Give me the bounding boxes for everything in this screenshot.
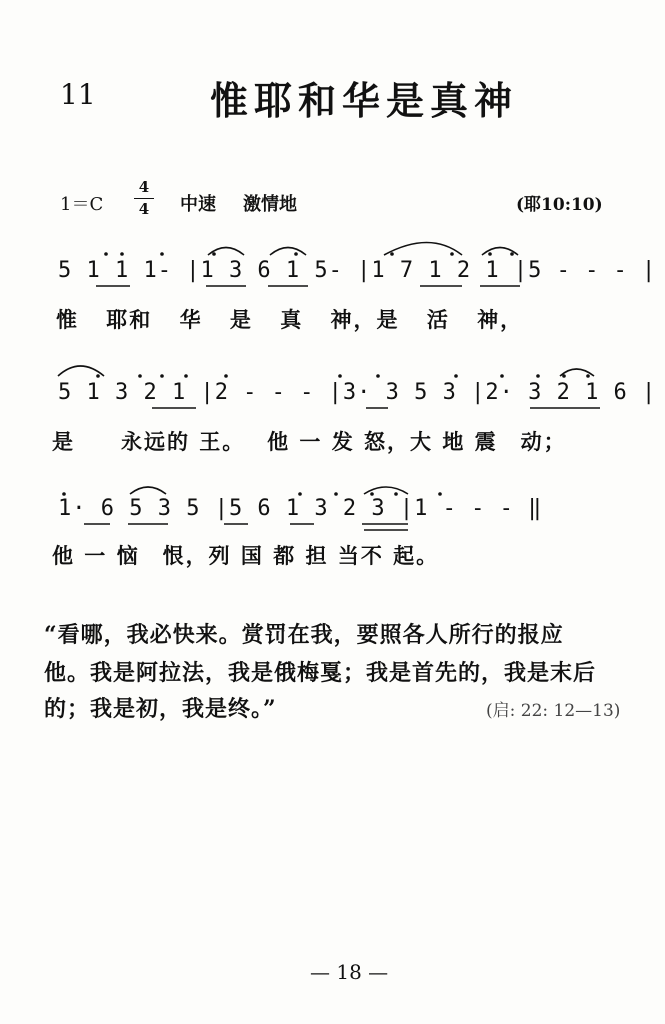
tempo-marking: 中速 [180, 194, 216, 215]
high-dot [390, 252, 394, 256]
high-dot [510, 252, 514, 256]
slur [482, 248, 518, 256]
notation-line-2: 5 1 3 2 1 |2 - - - |3· 3 5 3 |2· 3 2 1 6 | [58, 380, 657, 405]
high-dot [96, 374, 100, 378]
key-signature: 1＝C [60, 194, 104, 215]
notation-line-1: 5 1 1 1- |1 3 6 1 5- |1 7 1 2 1 |5 - - - | [58, 258, 657, 283]
high-dot [224, 374, 228, 378]
high-dot [586, 374, 590, 378]
quote-line-3: 的；我是初，我是终。” [44, 696, 277, 722]
slur [560, 369, 594, 376]
high-dot [160, 374, 164, 378]
high-dot [450, 252, 454, 256]
high-dot [138, 374, 142, 378]
slur [270, 248, 306, 256]
high-dot [160, 252, 164, 256]
slur [364, 487, 408, 494]
time-signature-top: 4 [138, 178, 150, 196]
high-dot [120, 252, 124, 256]
slur [130, 487, 166, 494]
quote-line-1: “看哪，我必快来。赏罚在我，要照各人所行的报应 [44, 622, 564, 648]
high-dot [562, 374, 566, 378]
song-number: 11 [60, 78, 96, 111]
quote-line-2: 他。我是阿拉法，我是俄梅戛；我是首先的，我是末后 [44, 660, 597, 686]
slur [58, 366, 104, 376]
octave-dots [62, 252, 590, 496]
high-dot [338, 374, 342, 378]
high-dot [376, 374, 380, 378]
high-dot [454, 374, 458, 378]
lyrics-line-3: 他 一 恼 恨，列 国 都 担 当不 起。 [52, 543, 440, 568]
page-number: — 18 — [310, 960, 389, 984]
expression-marking: 激情地 [243, 194, 297, 215]
high-dot [212, 252, 216, 256]
slur [208, 248, 244, 256]
high-dot [104, 252, 108, 256]
high-dot [536, 374, 540, 378]
song-title: 惟耶和华是真神 [210, 78, 519, 123]
high-dot [184, 374, 188, 378]
lyrics-line-1: 惟 耶和 华 是 真 神，是 活 神， [56, 307, 524, 332]
high-dot [488, 252, 492, 256]
high-dot [294, 252, 298, 256]
scripture-reference: (耶10:10) [516, 195, 603, 215]
high-dot [500, 374, 504, 378]
time-signature-bottom: 4 [138, 200, 150, 218]
time-signature-divider [134, 198, 154, 199]
quote-citation: (启: 22: 12—13) [486, 701, 621, 721]
time-signature [134, 178, 154, 219]
slur [384, 243, 462, 256]
notation-line-3: 1· 6 5 3 5 |5 6 1 3 2 3 |1 - - - ‖ [58, 496, 543, 521]
lyrics-line-2: 是 永远的 王。 他 一 发 怒，大 地 震 动； [52, 429, 567, 454]
